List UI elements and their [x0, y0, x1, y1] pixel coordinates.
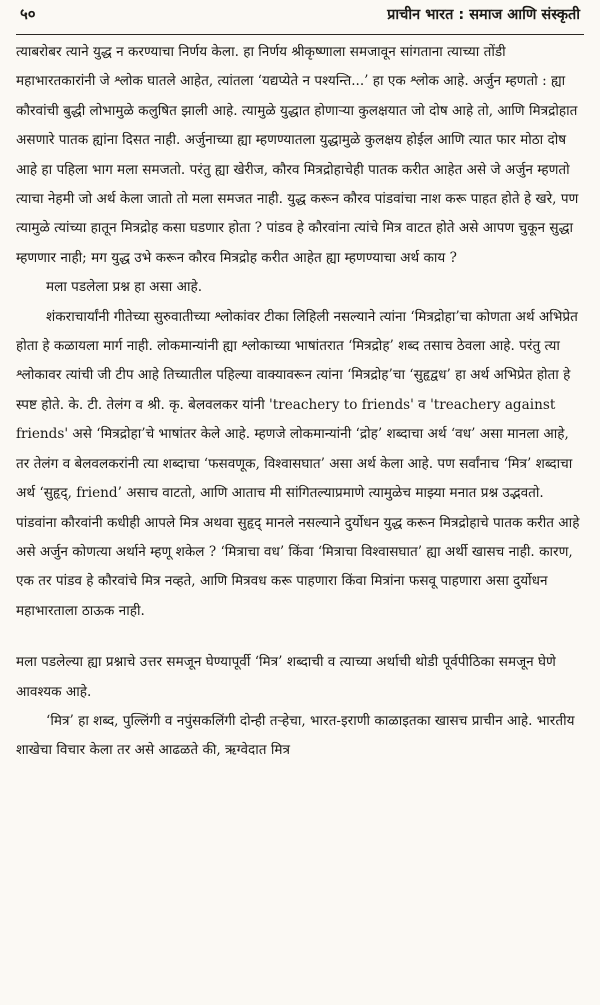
paragraph-3: शंकराचार्यांनी गीतेच्या सुरुवातीच्या श्लोकांवर टीका लिहिली नसल्याने त्यांना ‘मित्रद्रोहा’चा कोणता अर्थ अभिप्रेत होता हे कळायला मार्ग नाही. लोकमान्यांनी ह्या श्लोकाच्या भाषांतरात ‘मित्रद्रोह’ शब्द तसाच ठेवला आहे. परंतु त्या श्लोकावर त्यांची जी टीप आहे तिच्यातील पहिल्या वाक्यावरून त्यांना ‘मित्रद्रोह’चा ‘सुहृद्वध’ हा अर्थ अभिप्रेत होता हे स्पष्ट होते. के. टी. तेलंग व श्री. कृ. बेलवलकर यांनी 'treachery to friends' व 'treachery against friends' असे ‘मित्रद्रोहा’चे भाषांतर केले आहे. म्हणजे लोकमान्यांनी ‘द्रोह’ शब्दाचा अर्थ ‘वध’ असा मानला आहे, तर तेलंग व बेलवलकरांनी त्या शब्दाचा ‘फसवणूक, विश्वासघात’ असा अर्थ केला आहे. पण सर्वांनाच ‘मित्र’ शब्दाचा अर्थ ‘सुहृद्, friend’ असाच वाटतो, आणि आताच मी सांगितल्याप्रमाणे त्यामुळेच माझ्या मनात प्रश्न उद्भवतो. पांडवांना कौरवांनी कधीही आपले मित्र अथवा सुहृद् मानले नसल्याने दुर्योधन युद्ध करून मित्रद्रोहाचे पातक करीत आहे असे अर्जुन कोणत्या अर्थाने म्हणू शकेल ? ‘मित्राचा वध’ किंवा ‘मित्राचा विश्वासघात’ ह्या अर्थी खासच नाही. कारण, एक तर पांडव हे कौरवांचे मित्र नव्हते, आणि मित्रवध करू पाहणारा किंवा मित्रांना फसवू पाहणारा असा दुर्योधन महाभारताला ठाऊक नाही. — [16, 308, 580, 619]
book-title: प्राचीन भारत : समाज आणि संस्कृती — [387, 7, 580, 23]
running-head — [16, 4, 584, 35]
paragraph-1: त्याबरोबर त्याने युद्ध न करण्याचा निर्णय केला. हा निर्णय श्रीकृष्णाला समजावून सांगताना त्याच्या तोंडी महाभारतकारांनी जे श्लोक घातले आहेत, त्यांतला ‘यद्यप्येते न पश्यन्ति...’ हा एक श्लोक आहे. अर्जुन म्हणतो : ह्या कौरवांची बुद्धी लोभामुळे कलुषित झाली आहे. त्यामुळे युद्धात होणाऱ्या कुलक्षयात जो दोष आहे तो, आणि मित्रद्रोहात असणारे पातक ह्यांना दिसत नाही. अर्जुनाच्या ह्या म्हणण्यातला युद्धामुळे कुलक्षय होईल आणि त्यात फार मोठा दोष आहे हा पहिला भाग मला समजतो. परंतु ह्या खेरीज, कौरव मित्रद्रोहाचेही पातक करीत आहेत असे जे अर्जुन म्हणतो त्याचा नेहमी जो अर्थ केला जातो तो मला समजत नाही. युद्ध करून कौरव पांडवांचा नाश करू पाहत होते हे खरे, पण त्यामुळे त्यांच्या हातून मित्रद्रोह कसा घडणार होता ? पांडव हे कौरवांना त्यांचे मित्र वाटत होते असे आपण चुकून सुद्धा म्हणणार नाही; मग युद्ध उभे करून कौरव मित्रद्रोह करीत आहेत ह्या म्हणण्याचा अर्थ काय ? — [16, 44, 579, 266]
paragraph-4: मला पडलेल्या ह्या प्रश्नाचे उत्तर समजून घेण्यापूर्वी ‘मित्र’ शब्दाची व त्याच्या अर्थाची थोडी पूर्वपीठिका समजून घेणे आवश्यक आहे. — [16, 654, 556, 700]
paragraph-2: मला पडलेला प्रश्न हा असा आहे. — [46, 279, 203, 296]
body-text — [16, 38, 584, 766]
page-number: ५० — [20, 5, 36, 23]
paragraph-5: ‘मित्र’ हा शब्द, पुल्लिंगी व नपुंसकलिंगी दोन्ही तऱ्हेचा, भारत-इराणी काळाइतका खासच प्राचीन आहे. भारतीय शाखेचा विचार केला तर असे आढळते की, ऋग्वेदात मित्र — [16, 712, 575, 759]
